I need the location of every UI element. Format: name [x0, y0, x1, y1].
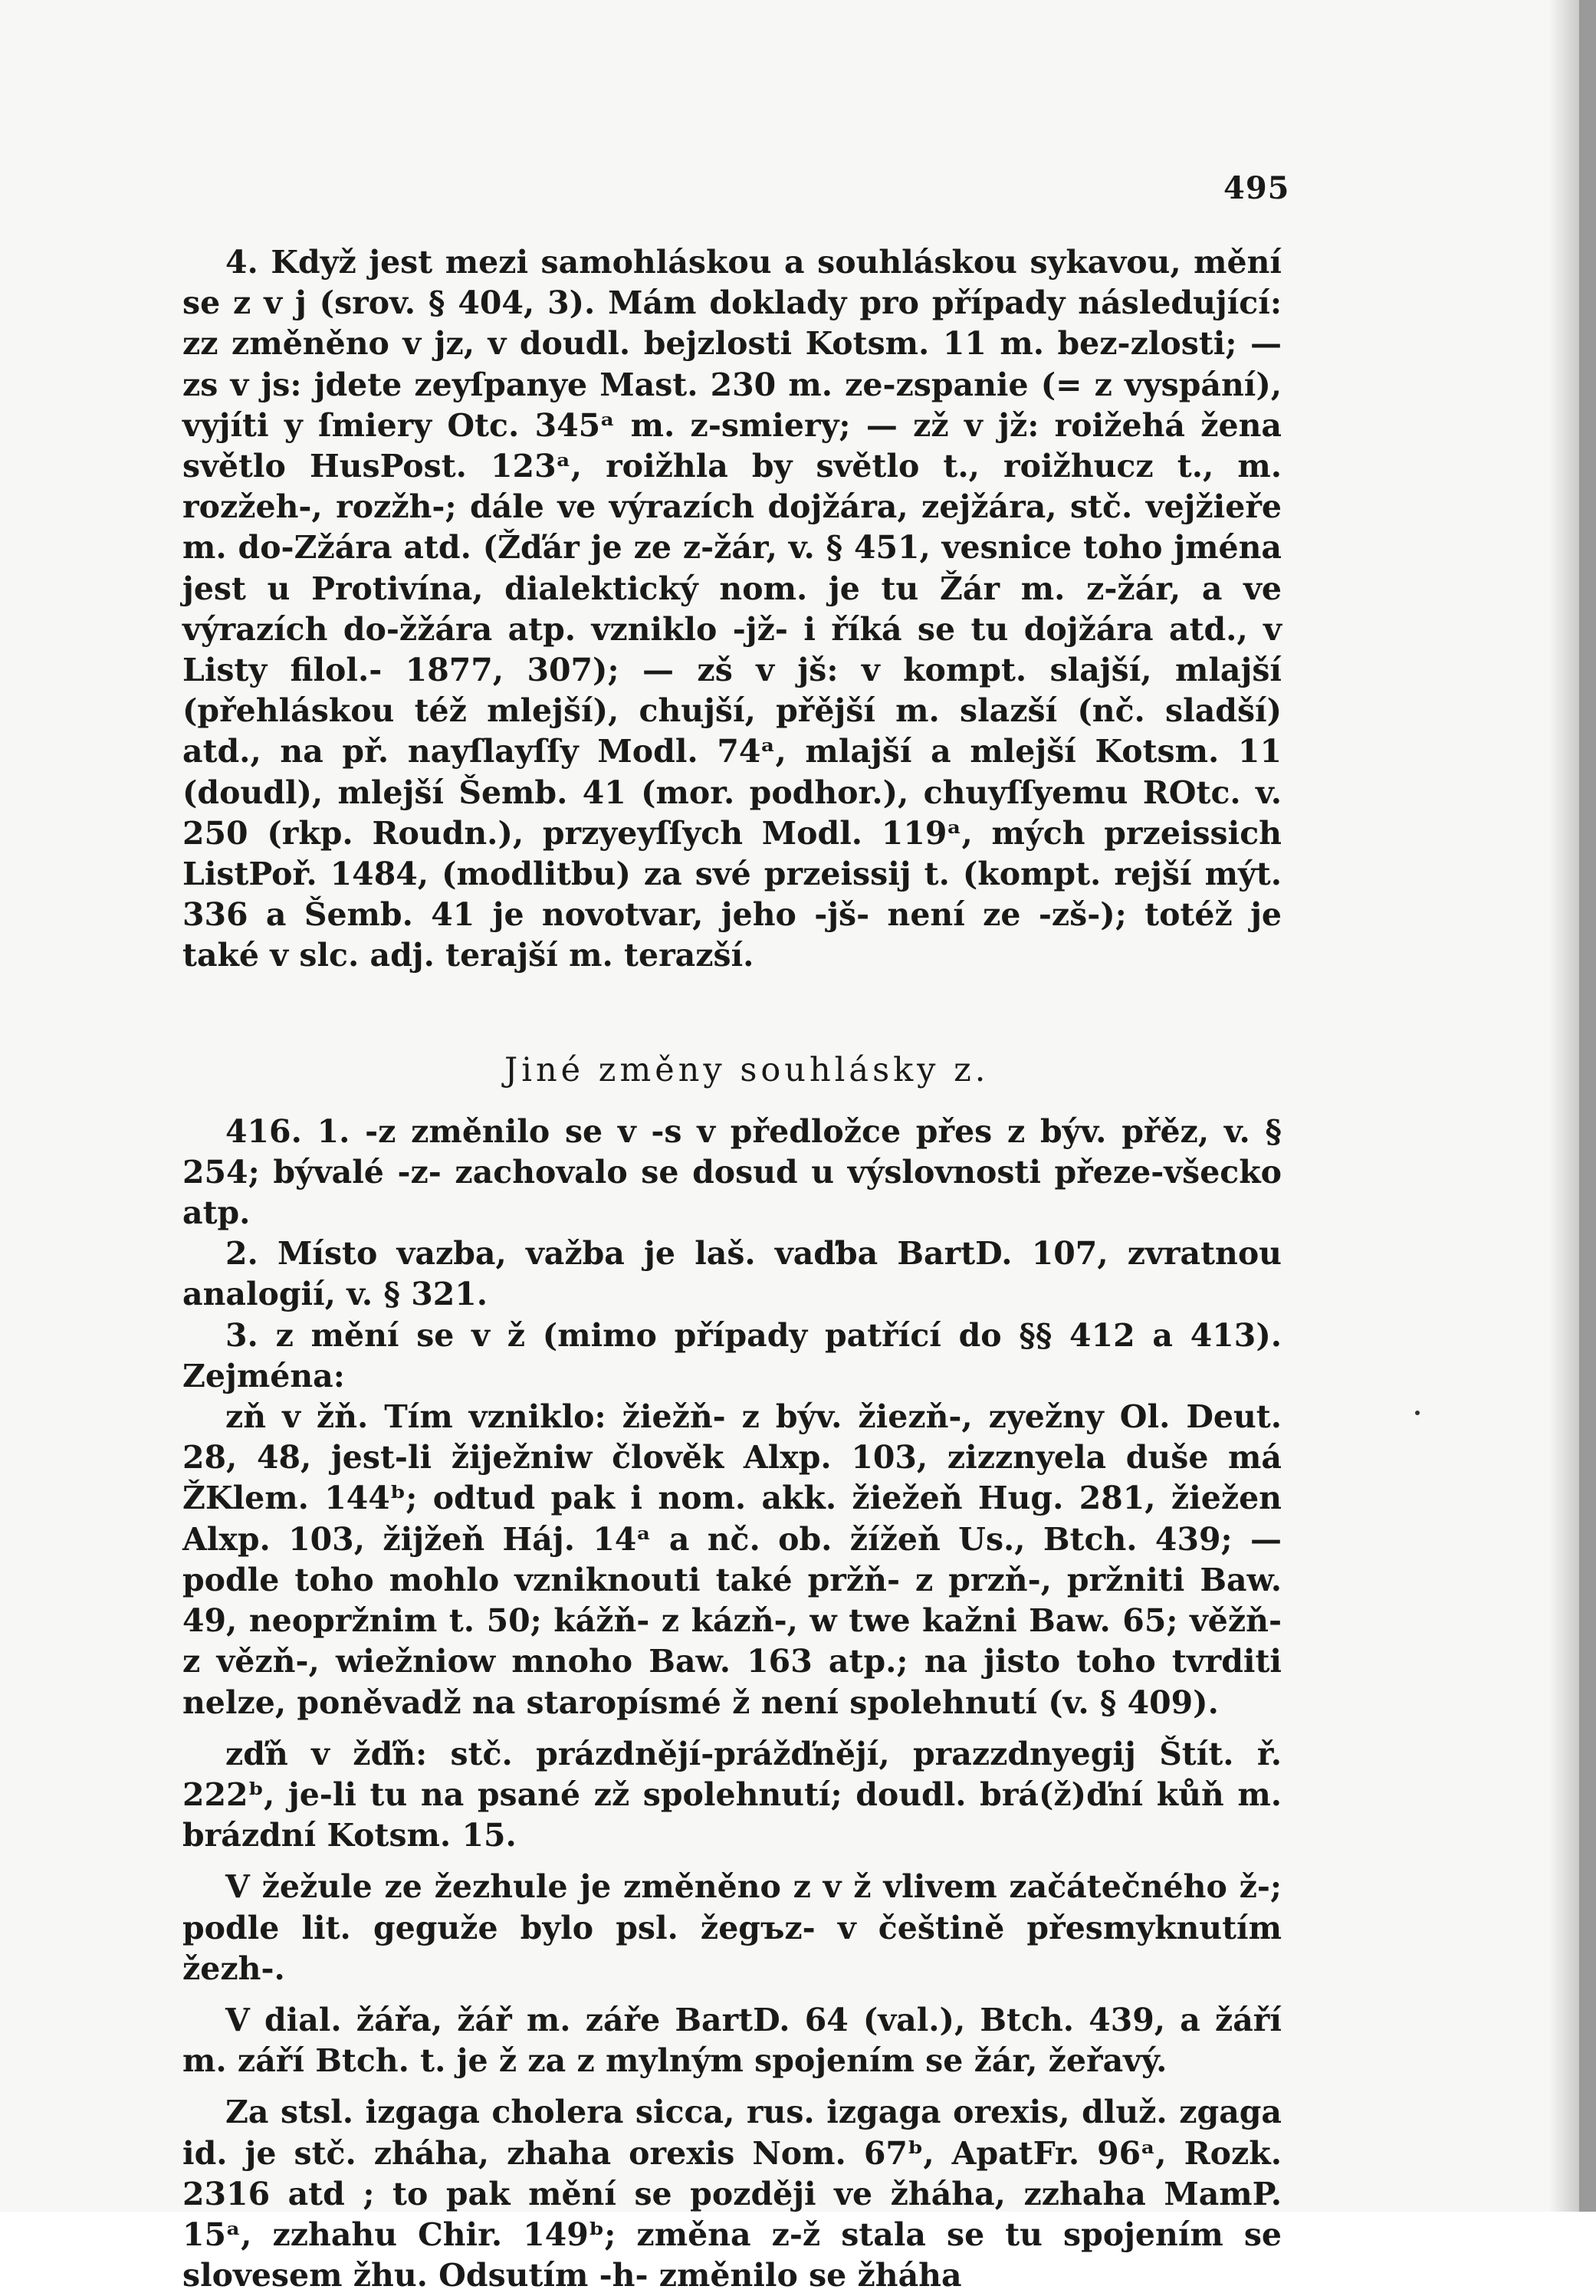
- paragraph-zezule: V žežule ze žezhule je změněno z v ž vlivem začátečného ž-; podle lit. geguže bylo psl. žegъz- v češtině přesmyknutím žezh-.: [182, 1868, 1282, 1987]
- body-text: [182, 242, 1282, 2296]
- section-heading: Jiné změny souhlásky z.: [504, 1050, 990, 1089]
- paragraph-zara: V dial. žářa, žář m. záře BartD. 64 (val.), Btch. 439, a žáří m. září Btch. t. je ž za z mylným spojením se žár, žeřavý.: [182, 2001, 1282, 2080]
- margin-dot: [1415, 1411, 1420, 1415]
- paragraph-416-1: 416. 1. -z změnilo se v -s v předložce přes z býv. přěz, v. § 254; bývalé -z- zachovalo se dosud u výslovnosti přeze-všecko atp.: [182, 1112, 1282, 1232]
- paragraph-4: 4. Když jest mezi samohláskou a souhláskou sykavou, mění se z v j (srov. § 404, 3). Mám doklady pro případy následující: zz změněno v jz, v doudl. bejzlosti Kotsm. 11 m. bez-zlosti; — zs v js: jdete zeyſpanye Mast. 230 m. ze-zspanie (= z vyspání), vyjíti y ſmiery Otc. 345ᵃ m. z-smiery; — zž v jž: roižehá žena světlo HusPost. 123ᵃ, roižhla by světlo t., roižhucz t., m. rozžeh-, rozžh-; dále ve výrazích dojžára, zejžára, stč. vejžieře m. do-Zžára atd. (Žďár je ze z-žár, v. § 451, vesnice toho jména jest u Protivína, dialektický nom. je tu Žár m. z-žár, a ve výrazích do-žžára atp. vzniklo -jž- i říká se tu dojžára atd., v Listy filol.- 1877, 307); — zš v jš: v kompt. slajší, mlajší (přehláskou též mlejší), chujší, přější m. slazší (nč. sladší) atd., na př. nayſlayſſy Modl. 74ᵃ, mlajší a mlejší Kotsm. 11 (doudl), mlejší Šemb. 41 (mor. podhor.), chuyſſyemu ROtc. v. 250 (rkp. Roudn.), przyeyſſych Modl. 119ᵃ, mých przeissich ListPoř. 1484, (modlitbu) za své przeissij t. (kompt. rejší mýt. 336 a Šemb. 41 je novotvar, jeho -jš- není ze -zš-); totéž je také v slc. adj. terajší m. terazší.: [182, 244, 1282, 974]
- paragraph-416-2: 2. Místo vazba, važba je laš. vaďba BartD. 107, zvratnou analogií, v. § 321.: [182, 1235, 1282, 1313]
- paragraph-zhaha: Za stsl. izgaga cholera sicca, rus. izgaga orexis, dluž. zgaga id. je stč. zháha, zhaha orexis Nom. 67ᵇ, ApatFr. 96ᵃ, Rozk. 2316 atd ; to pak mění se později ve žháha, zzhaha MamP. 15ᵃ, zzhahu Chir. 149ᵇ; změna z-ž stala se tu spojením se slovesem žhu. Odsutím -h- změnilo se žháha: [182, 2094, 1282, 2294]
- paragraph-zdn: zďň v žďň: stč. prázdnějí-prážďnějí, prazzdnyegij Štít. ř. 222ᵇ, je-li tu na psané zž spolehnutí; doudl. brá(ž)ďní kůň m. brázdní Kotsm. 15.: [182, 1735, 1282, 1854]
- page-number: 495: [1223, 170, 1290, 206]
- paragraph-416-3: 3. z mění se v ž (mimo případy patřící do §§ 412 a 413). Zejména:: [182, 1316, 1282, 1394]
- paragraph-zn: zň v žň. Tím vzniklo: žiežň- z býv. žiezň-, zyežny Ol. Deut. 28, 48, jest-li žiježniw člověk Alxp. 103, zizznyela duše má ŽKlem. 144ᵇ; odtud pak i nom. akk. žiežeň Hug. 281, žiežen Alxp. 103, žijžeň Háj. 14ᵃ a nč. ob. žížeň Us., Btch. 439; — podle toho mohlo vzniknouti také pržň- z przň-, pržniti Baw. 49, neopržnim t. 50; kážň- z kázň-, w twe kažni Baw. 65; věžň- z vězň-, wiežniow mnoho Baw. 163 atp.; na jisto toho tvrditi nelze, poněvadž na staropísmé ž není spolehnutí (v. § 409).: [182, 1398, 1282, 1721]
